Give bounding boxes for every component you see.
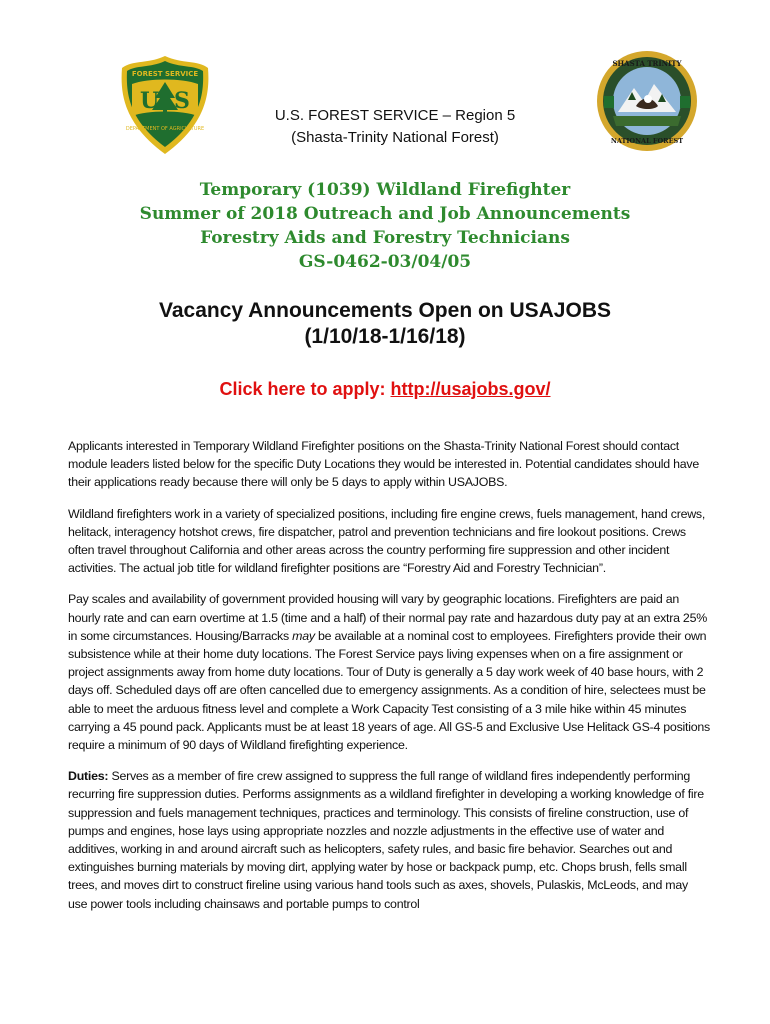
svg-text:S: S xyxy=(174,88,190,114)
vacancy-heading xyxy=(0,298,770,350)
apply-line xyxy=(0,379,770,400)
paragraph-duties xyxy=(68,767,710,913)
paragraph-applicants: Applicants interested in Temporary Wildland Firefighter positions on the Shasta-Trinity National Forest should contact module leaders listed below for the specific Duty Locations they would be interested in. Potential candidates should have their applications ready because there will only be 5 days to apply within USAJOBS. xyxy=(68,439,699,490)
title-line-2: Summer of 2018 Outreach and Job Announcements xyxy=(139,204,631,224)
title-line-3: Forestry Aids and Forestry Technicians xyxy=(200,228,570,248)
pay-text-b: be available at a nominal cost to employees. Firefighters provide their own subsistence while at their home duty locations. The Forest Service pays living expenses when on a fire assignment or project assignments away from home duty locations. Tour of Duty is generally a 5 day work week of 40 base hours, with 2 days off. Scheduled days off are often cancelled due to emergency assignments. As a condition of hire, selectees must be able to meet the arduous fitness level and complete a Work Capacity Test consisting of a 3 mile hike within 45 minutes carrying a 45 pound pack. Applicants must be at least 18 years of age. All GS-5 and Exclusive Use Helitack GS-4 positions require a minimum of 90 days of Wildland firefighting experience. xyxy=(68,628,710,753)
announcement-body xyxy=(68,437,710,926)
pay-text-emphasis: may xyxy=(292,628,315,643)
duties-label: Duties: xyxy=(68,769,109,784)
svg-text:U: U xyxy=(140,88,160,114)
agency-header xyxy=(0,105,770,149)
logo-right-top-text: SHASTA TRINITY xyxy=(612,59,682,68)
logo-left-top-text: FOREST SERVICE xyxy=(131,70,199,78)
logo-left-bottom-text: DEPARTMENT OF AGRICULTURE xyxy=(125,126,205,132)
announcement-title xyxy=(0,178,770,274)
pay-text-a: Pay scales and availability of government provided housing will vary by geographic locations. Firefighters are paid an hourly rate and can earn overtime at 1.5 (time and a half) of their normal pay rate and hazardous duty pay at an extra 25% in some circumstances. Housing/Barracks xyxy=(68,592,707,643)
header-region: U.S. FOREST SERVICE – Region 5 xyxy=(274,107,516,124)
paragraph-positions: Wildland firefighters work in a variety of specialized positions, including fire engine crews, fuels management, hand crews, helitack, interagency hotshot crews, fire dispatcher, patrol and prevention technicians and fire lookout positions. Crews often travel throughout California and other areas across the country performing fire suppression and other incident activities. The actual job title for wildland firefighter positions are “Forestry Aid and Forestry Technician”. xyxy=(68,506,706,576)
logo-right-bottom-text: NATIONAL FOREST xyxy=(610,137,684,145)
title-line-1: Temporary (1039) Wildland Firefighter xyxy=(199,180,571,200)
title-line-4: GS-0462-03/04/05 xyxy=(298,252,472,272)
vacancy-dates: (1/10/18-1/16/18) xyxy=(304,325,466,348)
duties-text: Serves as a member of fire crew assigned to suppress the full range of wildland fires independently performing recurring fire suppression duties. Performs assignments as a wildland firefighter in developing a working knowledge of fire suppression and fuels management techniques, practices and terminology. This consists of fireline construction, use of pumps and engines, hose lays using appropriate nozzles and nozzle adjustments in the effective use of water and additives, working in and around aircraft such as helicopters, safety rules, and basic fire behavior. Searches out and extinguishes burning materials by moving dirt, applying water by hose or backpack pump, etc. Chops brush, fells small trees, and moves dirt to construct fireline using various hand tools such as axes, shovels, Pulaskis, McLeods, and may use power tools including chainsaws and portable pumps to control xyxy=(68,769,704,911)
apply-prefix: Click here to apply: xyxy=(219,379,391,399)
header-forest: (Shasta-Trinity National Forest) xyxy=(291,129,499,146)
paragraph-pay xyxy=(68,590,710,754)
usajobs-link[interactable]: http://usajobs.gov/ xyxy=(390,379,551,399)
vacancy-line-1: Vacancy Announcements Open on USAJOBS xyxy=(159,299,611,322)
